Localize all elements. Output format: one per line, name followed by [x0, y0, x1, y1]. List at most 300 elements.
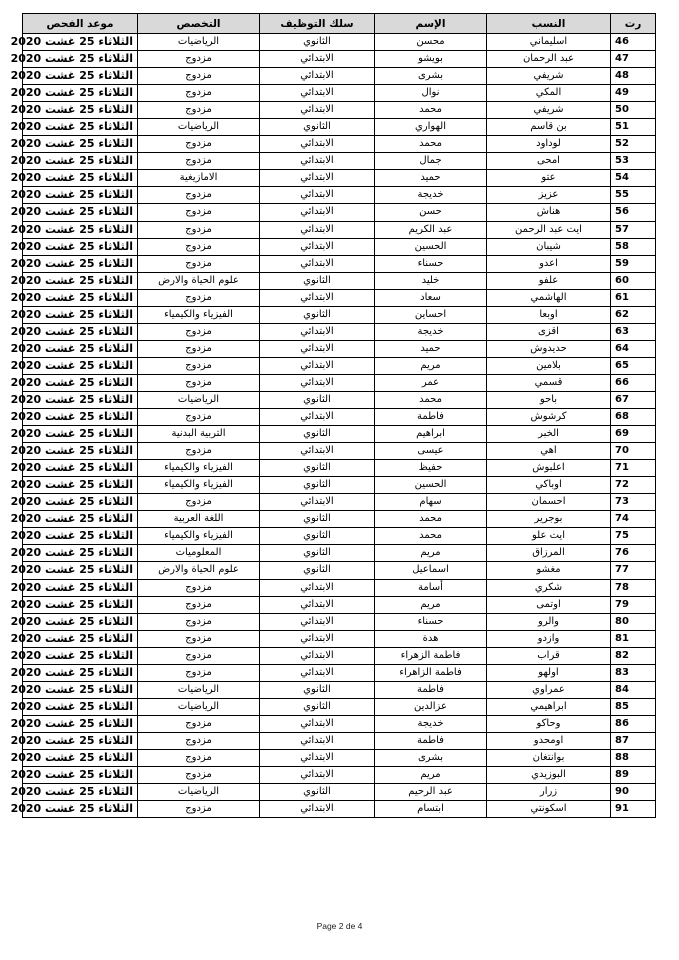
cell-date: الثلاثاء 25 غشت 2020 — [23, 528, 138, 545]
table-row — [23, 409, 656, 426]
cell-spec: الفيزياء والكيمياء — [138, 306, 260, 323]
cell-num: 46 — [611, 34, 656, 51]
cell-nasab: المكي — [487, 85, 611, 102]
cell-nasab: كرشوش — [487, 409, 611, 426]
cell-name: خديجة — [375, 323, 487, 340]
cell-date: الثلاثاء 25 غشت 2020 — [23, 681, 138, 698]
cell-num: 57 — [611, 221, 656, 238]
table-row — [23, 136, 656, 153]
cell-name: محمد — [375, 136, 487, 153]
cell-date: الثلاثاء 25 غشت 2020 — [23, 102, 138, 119]
cell-date: الثلاثاء 25 غشت 2020 — [23, 340, 138, 357]
table-row — [23, 613, 656, 630]
table-row — [23, 511, 656, 528]
cell-silk: الابتدائي — [260, 323, 375, 340]
cell-spec: مزدوج — [138, 374, 260, 391]
table-row — [23, 255, 656, 272]
table-row — [23, 528, 656, 545]
cell-spec: الرياضيات — [138, 119, 260, 136]
cell-name: حسن — [375, 204, 487, 221]
cell-spec: الرياضيات — [138, 34, 260, 51]
cell-nasab: الخبر — [487, 426, 611, 443]
cell-nasab: اقزى — [487, 323, 611, 340]
cell-num: 58 — [611, 238, 656, 255]
cell-spec: مزدوج — [138, 596, 260, 613]
cell-silk: الابتدائي — [260, 613, 375, 630]
cell-num: 90 — [611, 784, 656, 801]
cell-num: 79 — [611, 596, 656, 613]
cell-spec: مزدوج — [138, 357, 260, 374]
cell-nasab: عبد الرحمان — [487, 51, 611, 68]
cell-num: 77 — [611, 562, 656, 579]
header-date: موعد الفحص — [23, 14, 138, 34]
cell-silk: الابتدائي — [260, 715, 375, 732]
table-row — [23, 698, 656, 715]
cell-name: ابراهيم — [375, 426, 487, 443]
cell-silk: الابتدائي — [260, 767, 375, 784]
table-row — [23, 426, 656, 443]
table-row — [23, 34, 656, 51]
candidates-table — [10, 13, 656, 818]
cell-spec: الرياضيات — [138, 698, 260, 715]
cell-name: بشرى — [375, 749, 487, 766]
cell-nasab: بوجرير — [487, 511, 611, 528]
cell-spec: مزدوج — [138, 579, 260, 596]
cell-num: 67 — [611, 391, 656, 408]
cell-name: محمد — [375, 102, 487, 119]
cell-num: 74 — [611, 511, 656, 528]
cell-name: فاطمة — [375, 681, 487, 698]
cell-spec: مزدوج — [138, 613, 260, 630]
cell-spec: مزدوج — [138, 801, 260, 818]
cell-name: حسناء — [375, 255, 487, 272]
cell-date: الثلاثاء 25 غشت 2020 — [23, 306, 138, 323]
cell-spec: الفيزياء والكيمياء — [138, 477, 260, 494]
cell-nasab: هناش — [487, 204, 611, 221]
cell-nasab: المرزاق — [487, 545, 611, 562]
table-header — [23, 14, 656, 34]
cell-num: 73 — [611, 494, 656, 511]
page-footer: Page 2 de 4 — [316, 921, 363, 931]
cell-num: 87 — [611, 732, 656, 749]
cell-num: 59 — [611, 255, 656, 272]
cell-name: عبد الكريم — [375, 221, 487, 238]
cell-silk: الثانوي — [260, 426, 375, 443]
cell-silk: الابتدائي — [260, 749, 375, 766]
cell-silk: الابتدائي — [260, 204, 375, 221]
cell-spec: مزدوج — [138, 51, 260, 68]
cell-date: الثلاثاء 25 غشت 2020 — [23, 136, 138, 153]
cell-name: الحسين — [375, 238, 487, 255]
table-row — [23, 715, 656, 732]
cell-name: خديجة — [375, 187, 487, 204]
cell-silk: الابتدائي — [260, 647, 375, 664]
table-row — [23, 749, 656, 766]
cell-date: الثلاثاء 25 غشت 2020 — [23, 323, 138, 340]
cell-silk: الابتدائي — [260, 494, 375, 511]
cell-nasab: شريفي — [487, 102, 611, 119]
cell-date: الثلاثاء 25 غشت 2020 — [23, 715, 138, 732]
cell-nasab: ايت علو — [487, 528, 611, 545]
cell-name: محمد — [375, 511, 487, 528]
cell-date: الثلاثاء 25 غشت 2020 — [23, 374, 138, 391]
cell-name: احساين — [375, 306, 487, 323]
cell-date: الثلاثاء 25 غشت 2020 — [23, 749, 138, 766]
table-row — [23, 664, 656, 681]
table-row — [23, 647, 656, 664]
cell-num: 86 — [611, 715, 656, 732]
table-row — [23, 477, 656, 494]
cell-nasab: اسكونتي — [487, 801, 611, 818]
cell-silk: الابتدائي — [260, 51, 375, 68]
table-row — [23, 68, 656, 85]
cell-date: الثلاثاء 25 غشت 2020 — [23, 664, 138, 681]
cell-nasab: اسليماني — [487, 34, 611, 51]
table-row — [23, 443, 656, 460]
cell-date: الثلاثاء 25 غشت 2020 — [23, 801, 138, 818]
cell-spec: مزدوج — [138, 494, 260, 511]
cell-silk: الثانوي — [260, 562, 375, 579]
cell-name: حسناء — [375, 613, 487, 630]
cell-spec: الفيزياء والكيمياء — [138, 460, 260, 477]
cell-num: 78 — [611, 579, 656, 596]
cell-spec: مزدوج — [138, 136, 260, 153]
cell-silk: الابتدائي — [260, 732, 375, 749]
cell-nasab: اهي — [487, 443, 611, 460]
cell-num: 65 — [611, 357, 656, 374]
table-row — [23, 221, 656, 238]
cell-nasab: زرار — [487, 784, 611, 801]
cell-num: 64 — [611, 340, 656, 357]
schedule-sheet — [10, 13, 655, 818]
cell-silk: الابتدائي — [260, 664, 375, 681]
cell-nasab: احسمان — [487, 494, 611, 511]
cell-date: الثلاثاء 25 غشت 2020 — [23, 545, 138, 562]
cell-num: 82 — [611, 647, 656, 664]
cell-nasab: علفو — [487, 272, 611, 289]
cell-silk: الثانوي — [260, 511, 375, 528]
cell-spec: مزدوج — [138, 153, 260, 170]
table-row — [23, 170, 656, 187]
cell-silk: الابتدائي — [260, 136, 375, 153]
cell-name: هدة — [375, 630, 487, 647]
cell-nasab: قراب — [487, 647, 611, 664]
cell-date: الثلاثاء 25 غشت 2020 — [23, 68, 138, 85]
cell-silk: الثانوي — [260, 306, 375, 323]
cell-spec: الامازيغية — [138, 170, 260, 187]
cell-silk: الابتدائي — [260, 579, 375, 596]
table-row — [23, 153, 656, 170]
cell-num: 89 — [611, 767, 656, 784]
table-row — [23, 681, 656, 698]
table-row — [23, 545, 656, 562]
cell-num: 91 — [611, 801, 656, 818]
table-row — [23, 85, 656, 102]
cell-num: 70 — [611, 443, 656, 460]
cell-spec: مزدوج — [138, 409, 260, 426]
cell-name: سعاد — [375, 289, 487, 306]
cell-silk: الثانوي — [260, 784, 375, 801]
cell-spec: مزدوج — [138, 715, 260, 732]
cell-silk: الابتدائي — [260, 221, 375, 238]
cell-nasab: عزيز — [487, 187, 611, 204]
cell-silk: الثانوي — [260, 681, 375, 698]
table-row — [23, 784, 656, 801]
header-nasab: النسب — [487, 14, 611, 34]
table-row — [23, 562, 656, 579]
cell-num: 49 — [611, 85, 656, 102]
cell-name: الحسين — [375, 477, 487, 494]
cell-name: أسامة — [375, 579, 487, 596]
header-name: الإسم — [375, 14, 487, 34]
cell-num: 50 — [611, 102, 656, 119]
cell-date: الثلاثاء 25 غشت 2020 — [23, 187, 138, 204]
cell-name: ابتسام — [375, 801, 487, 818]
table-row — [23, 460, 656, 477]
cell-nasab: امحى — [487, 153, 611, 170]
cell-date: الثلاثاء 25 غشت 2020 — [23, 255, 138, 272]
header-num: رت — [611, 14, 656, 34]
cell-date: الثلاثاء 25 غشت 2020 — [23, 85, 138, 102]
header-silk: سلك التوظيف — [260, 14, 375, 34]
cell-spec: مزدوج — [138, 647, 260, 664]
cell-date: الثلاثاء 25 غشت 2020 — [23, 238, 138, 255]
cell-silk: الابتدائي — [260, 409, 375, 426]
cell-nasab: مغشو — [487, 562, 611, 579]
cell-date: الثلاثاء 25 غشت 2020 — [23, 460, 138, 477]
cell-spec: مزدوج — [138, 85, 260, 102]
cell-silk: الابتدائي — [260, 68, 375, 85]
cell-nasab: اوبعا — [487, 306, 611, 323]
cell-nasab: اوتمى — [487, 596, 611, 613]
cell-nasab: ايت عبد الرحمن — [487, 221, 611, 238]
cell-silk: الثانوي — [260, 272, 375, 289]
cell-num: 60 — [611, 272, 656, 289]
cell-silk: الابتدائي — [260, 255, 375, 272]
cell-date: الثلاثاء 25 غشت 2020 — [23, 289, 138, 306]
cell-name: بويشو — [375, 51, 487, 68]
cell-name: فاطمة — [375, 732, 487, 749]
cell-nasab: الهاشمي — [487, 289, 611, 306]
cell-name: مريم — [375, 357, 487, 374]
cell-date: الثلاثاء 25 غشت 2020 — [23, 51, 138, 68]
cell-date: الثلاثاء 25 غشت 2020 — [23, 119, 138, 136]
cell-nasab: وحاكو — [487, 715, 611, 732]
cell-silk: الابتدائي — [260, 443, 375, 460]
cell-nasab: عمراوي — [487, 681, 611, 698]
cell-silk: الابتدائي — [260, 187, 375, 204]
cell-date: الثلاثاء 25 غشت 2020 — [23, 443, 138, 460]
cell-date: الثلاثاء 25 غشت 2020 — [23, 477, 138, 494]
table-row — [23, 187, 656, 204]
cell-silk: الابتدائي — [260, 596, 375, 613]
cell-silk: الابتدائي — [260, 289, 375, 306]
cell-spec: الرياضيات — [138, 784, 260, 801]
cell-num: 81 — [611, 630, 656, 647]
cell-num: 61 — [611, 289, 656, 306]
cell-date: الثلاثاء 25 غشت 2020 — [23, 613, 138, 630]
cell-spec: المعلوميات — [138, 545, 260, 562]
cell-date: الثلاثاء 25 غشت 2020 — [23, 221, 138, 238]
cell-num: 53 — [611, 153, 656, 170]
cell-silk: الابتدائي — [260, 85, 375, 102]
cell-silk: الابتدائي — [260, 630, 375, 647]
cell-silk: الابتدائي — [260, 238, 375, 255]
cell-date: الثلاثاء 25 غشت 2020 — [23, 579, 138, 596]
cell-spec: مزدوج — [138, 255, 260, 272]
cell-silk: الابتدائي — [260, 170, 375, 187]
table-row — [23, 51, 656, 68]
cell-spec: علوم الحياة والارض — [138, 562, 260, 579]
cell-nasab: حديدوش — [487, 340, 611, 357]
cell-num: 47 — [611, 51, 656, 68]
table-row — [23, 767, 656, 784]
cell-name: عبد الرحيم — [375, 784, 487, 801]
cell-name: فاطمة الزاهراء — [375, 664, 487, 681]
cell-nasab: والرو — [487, 613, 611, 630]
cell-name: محمد — [375, 528, 487, 545]
cell-date: الثلاثاء 25 غشت 2020 — [23, 784, 138, 801]
table-row — [23, 596, 656, 613]
table-row — [23, 340, 656, 357]
cell-num: 72 — [611, 477, 656, 494]
table-row — [23, 494, 656, 511]
cell-spec: مزدوج — [138, 749, 260, 766]
cell-num: 56 — [611, 204, 656, 221]
cell-num: 75 — [611, 528, 656, 545]
cell-spec: مزدوج — [138, 732, 260, 749]
table-row — [23, 323, 656, 340]
cell-date: الثلاثاء 25 غشت 2020 — [23, 511, 138, 528]
cell-silk: الثانوي — [260, 528, 375, 545]
cell-date: الثلاثاء 25 غشت 2020 — [23, 391, 138, 408]
cell-spec: مزدوج — [138, 664, 260, 681]
cell-name: بشرى — [375, 68, 487, 85]
cell-date: الثلاثاء 25 غشت 2020 — [23, 732, 138, 749]
cell-spec: مزدوج — [138, 238, 260, 255]
cell-name: مريم — [375, 545, 487, 562]
cell-spec: مزدوج — [138, 68, 260, 85]
cell-date: الثلاثاء 25 غشت 2020 — [23, 630, 138, 647]
cell-silk: الثانوي — [260, 119, 375, 136]
cell-num: 62 — [611, 306, 656, 323]
cell-silk: الابتدائي — [260, 340, 375, 357]
cell-date: الثلاثاء 25 غشت 2020 — [23, 34, 138, 51]
cell-num: 63 — [611, 323, 656, 340]
table-row — [23, 391, 656, 408]
cell-date: الثلاثاء 25 غشت 2020 — [23, 426, 138, 443]
cell-name: خليد — [375, 272, 487, 289]
cell-spec: التربية البدنية — [138, 426, 260, 443]
cell-num: 54 — [611, 170, 656, 187]
cell-num: 48 — [611, 68, 656, 85]
cell-silk: الثانوي — [260, 34, 375, 51]
table-row — [23, 374, 656, 391]
header-row — [23, 14, 656, 34]
cell-name: محسن — [375, 34, 487, 51]
cell-spec: اللغة العربية — [138, 511, 260, 528]
cell-spec: مزدوج — [138, 204, 260, 221]
cell-name: خديجة — [375, 715, 487, 732]
cell-silk: الثانوي — [260, 477, 375, 494]
cell-nasab: اولهو — [487, 664, 611, 681]
cell-nasab: لوداود — [487, 136, 611, 153]
cell-nasab: عتو — [487, 170, 611, 187]
table-row — [23, 238, 656, 255]
cell-name: عيسى — [375, 443, 487, 460]
table-row — [23, 579, 656, 596]
cell-name: حفيظ — [375, 460, 487, 477]
cell-spec: مزدوج — [138, 221, 260, 238]
cell-silk: الثانوي — [260, 460, 375, 477]
cell-nasab: بن قاسم — [487, 119, 611, 136]
cell-nasab: اومحدو — [487, 732, 611, 749]
cell-name: اسماعيل — [375, 562, 487, 579]
table-row — [23, 732, 656, 749]
cell-silk: الابتدائي — [260, 801, 375, 818]
cell-silk: الثانوي — [260, 391, 375, 408]
cell-spec: مزدوج — [138, 340, 260, 357]
cell-name: حميد — [375, 340, 487, 357]
cell-nasab: اعلبوش — [487, 460, 611, 477]
cell-name: فاطمة — [375, 409, 487, 426]
table-row — [23, 357, 656, 374]
cell-nasab: شريفي — [487, 68, 611, 85]
cell-name: مريم — [375, 767, 487, 784]
cell-silk: الثانوي — [260, 698, 375, 715]
cell-date: الثلاثاء 25 غشت 2020 — [23, 170, 138, 187]
cell-name: حميد — [375, 170, 487, 187]
cell-nasab: اوباكي — [487, 477, 611, 494]
cell-spec: الرياضيات — [138, 391, 260, 408]
cell-name: عمر — [375, 374, 487, 391]
table-row — [23, 630, 656, 647]
cell-num: 51 — [611, 119, 656, 136]
cell-nasab: بلامين — [487, 357, 611, 374]
cell-name: نوال — [375, 85, 487, 102]
cell-date: الثلاثاء 25 غشت 2020 — [23, 153, 138, 170]
cell-date: الثلاثاء 25 غشت 2020 — [23, 357, 138, 374]
cell-nasab: البوزيدي — [487, 767, 611, 784]
table-row — [23, 306, 656, 323]
cell-name: مريم — [375, 596, 487, 613]
cell-num: 85 — [611, 698, 656, 715]
cell-name: الهواري — [375, 119, 487, 136]
cell-date: الثلاثاء 25 غشت 2020 — [23, 596, 138, 613]
cell-num: 68 — [611, 409, 656, 426]
cell-date: الثلاثاء 25 غشت 2020 — [23, 698, 138, 715]
cell-silk: الابتدائي — [260, 102, 375, 119]
cell-nasab: ابراهيمي — [487, 698, 611, 715]
cell-name: سهام — [375, 494, 487, 511]
cell-spec: مزدوج — [138, 767, 260, 784]
cell-spec: مزدوج — [138, 102, 260, 119]
cell-spec: الفيزياء والكيمياء — [138, 528, 260, 545]
table-row — [23, 204, 656, 221]
header-spec: التخصص — [138, 14, 260, 34]
cell-spec: علوم الحياة والارض — [138, 272, 260, 289]
cell-spec: مزدوج — [138, 443, 260, 460]
cell-spec: مزدوج — [138, 289, 260, 306]
cell-spec: الرياضيات — [138, 681, 260, 698]
cell-silk: الابتدائي — [260, 357, 375, 374]
cell-nasab: بوانتغان — [487, 749, 611, 766]
cell-nasab: شكري — [487, 579, 611, 596]
cell-date: الثلاثاء 25 غشت 2020 — [23, 767, 138, 784]
cell-date: الثلاثاء 25 غشت 2020 — [23, 647, 138, 664]
cell-spec: مزدوج — [138, 630, 260, 647]
cell-spec: مزدوج — [138, 323, 260, 340]
